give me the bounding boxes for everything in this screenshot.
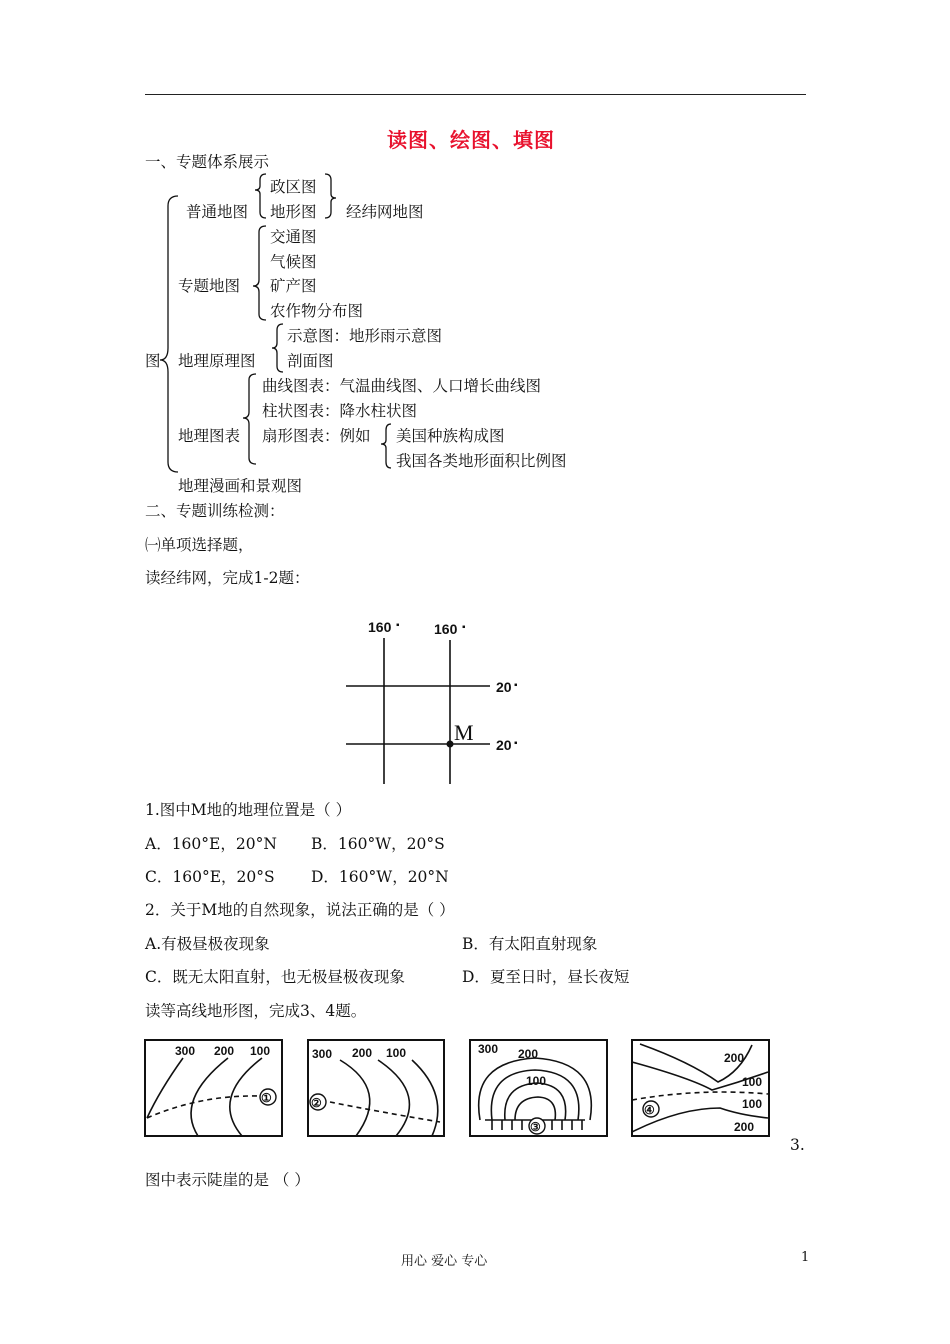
thematic-map-item: 矿产图 bbox=[270, 277, 317, 295]
page-number: 1 bbox=[801, 1250, 810, 1265]
map2-label: 300 bbox=[312, 1047, 333, 1061]
ordinary-map-item: 地形图 bbox=[270, 203, 317, 221]
map1-label: 100 bbox=[250, 1044, 271, 1058]
lon-label-left: 160 bbox=[368, 619, 392, 635]
map1-mark: ① bbox=[261, 1091, 272, 1105]
charts-item: 柱状图表：降水柱状图 bbox=[262, 402, 418, 420]
thematic-map-label: 专题地图 bbox=[178, 277, 241, 295]
lat-label-bottom-degree: ▪ bbox=[514, 738, 518, 749]
q1-option-c[interactable]: C．160°E，20°S bbox=[145, 868, 275, 886]
lat-label-bottom: 20 bbox=[496, 737, 512, 753]
principle-map-item: 剖面图 bbox=[287, 352, 334, 370]
q1-option-a[interactable]: A．160°E，20°N bbox=[145, 835, 277, 853]
map4-label: 100 bbox=[742, 1097, 763, 1111]
lon-label-right-degree: ▪ bbox=[462, 622, 466, 633]
charts-item: 曲线图表：气温曲线图、人口增长曲线图 bbox=[262, 377, 542, 395]
charts-item: 扇形图表：例如 bbox=[262, 427, 371, 445]
map4-mark: ④ bbox=[644, 1103, 655, 1117]
q3-number: 3. bbox=[790, 1136, 805, 1154]
contour-map-1 bbox=[145, 1040, 282, 1136]
cartoon-label: 地理漫画和景观图 bbox=[178, 477, 303, 495]
ordinary-map-item: 政区图 bbox=[270, 178, 317, 196]
map3-label: 100 bbox=[526, 1074, 547, 1088]
thematic-map-item: 交通图 bbox=[270, 228, 317, 246]
lat-label-top: 20 bbox=[496, 679, 512, 695]
map1-label: 300 bbox=[175, 1044, 196, 1058]
point-m-label: M bbox=[454, 720, 474, 745]
intro-grid: 读经纬网，完成1-2题： bbox=[145, 569, 310, 587]
q1-stem: 1.图中M地的地理位置是（ ） bbox=[145, 801, 352, 819]
map4-label: 200 bbox=[724, 1051, 745, 1065]
thematic-map-item: 农作物分布图 bbox=[270, 302, 364, 320]
intro-contour: 读等高线地形图，完成3、4题。 bbox=[145, 1002, 367, 1020]
thematic-map-item: 气候图 bbox=[270, 253, 317, 271]
q2-option-d[interactable]: D．夏至日时，昼长夜短 bbox=[462, 968, 630, 986]
principle-map-item: 示意图：地形雨示意图 bbox=[287, 327, 443, 345]
section2-heading: 二、专题训练检测： bbox=[145, 502, 285, 520]
map3-label: 200 bbox=[518, 1047, 539, 1061]
tree-root: 图 bbox=[145, 352, 161, 370]
map2-label: 200 bbox=[352, 1046, 373, 1060]
map4-label: 200 bbox=[734, 1120, 755, 1134]
lon-label-right: 160 bbox=[434, 621, 458, 637]
page-title: 读图、绘图、填图 bbox=[387, 128, 555, 152]
map2-label: 100 bbox=[386, 1046, 407, 1060]
lat-label-top-degree: ▪ bbox=[514, 680, 518, 691]
q3-stem: 图中表示陡崖的是 （ ） bbox=[145, 1171, 310, 1189]
footer-motto: 用心 爱心 专心 bbox=[401, 1254, 488, 1269]
lon-label-left-degree: ▪ bbox=[396, 620, 400, 631]
q2-option-a[interactable]: A.有极昼极夜现象 bbox=[145, 935, 270, 953]
ordinary-map-combined: 经纬网地图 bbox=[346, 203, 424, 221]
q2-option-b[interactable]: B．有太阳直射现象 bbox=[462, 935, 598, 953]
contour-map-3 bbox=[470, 1040, 607, 1136]
map4-label: 100 bbox=[742, 1075, 763, 1089]
map1-label: 200 bbox=[214, 1044, 235, 1058]
q1-option-d[interactable]: D．160°W，20°N bbox=[311, 868, 449, 886]
charts-label: 地理图表 bbox=[178, 427, 241, 445]
ordinary-map-label: 普通地图 bbox=[186, 203, 249, 221]
pie-example: 我国各类地形面积比例图 bbox=[396, 452, 567, 470]
map2-mark: ② bbox=[311, 1096, 322, 1110]
contour-map-4 bbox=[632, 1040, 769, 1136]
q2-stem: 2．关于M地的自然现象，说法正确的是（ ） bbox=[145, 901, 455, 919]
q2-option-c[interactable]: C．既无太阳直射，也无极昼极夜现象 bbox=[145, 968, 405, 986]
section1-heading: 一、专题体系展示 bbox=[145, 153, 270, 171]
pie-example: 美国种族构成图 bbox=[396, 427, 505, 445]
map3-mark: ③ bbox=[530, 1120, 541, 1134]
q1-option-b[interactable]: B．160°W，20°S bbox=[311, 835, 445, 853]
section2-sub: ㈠单项选择题， bbox=[145, 536, 254, 554]
principle-map-label: 地理原理图 bbox=[178, 352, 256, 370]
map3-label: 300 bbox=[478, 1042, 499, 1056]
contour-map-2 bbox=[308, 1040, 444, 1136]
